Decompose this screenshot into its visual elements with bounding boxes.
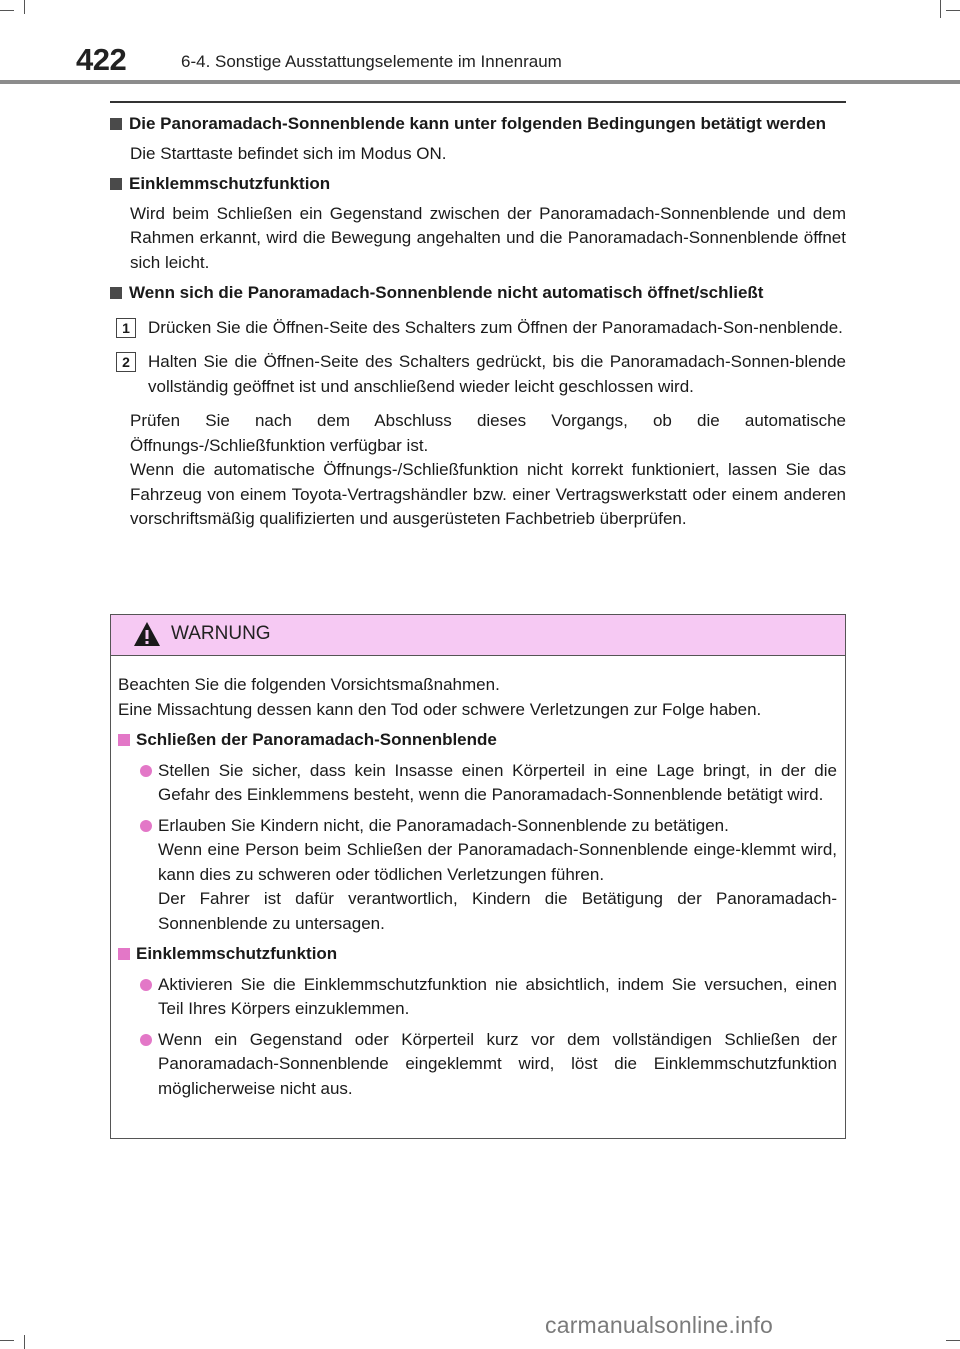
- warning-intro: Beachten Sie die folgenden Vorsichtsmaßnahmen.: [118, 675, 500, 694]
- step-number-badge: 1: [116, 318, 136, 338]
- section-text: Prüfen Sie nach dem Abschluss dieses Vorgangs, ob die automatische Öffnungs-/Schließfunktion verfügbar ist.: [130, 411, 846, 455]
- section-text: Wird beim Schließen ein Gegenstand zwischen der Panoramadach-Sonnenblende und dem Rahmen erkannt, wird die Bewegung angehalten und die Panoramadach-Sonnenblende öffnet sich leicht.: [130, 203, 846, 272]
- warning-subheading: Einklemmschutzfunktion: [118, 942, 837, 967]
- warning-bullet: Stellen Sie sicher, dass kein Insasse einen Körperteil in eine Lage bringt, in der die Gefahr des Einklemmens besteht, wenn die Panoramadach-Sonnenblende betätigt wird.: [118, 759, 837, 808]
- watermark: carmanualsonline.info: [545, 1312, 773, 1338]
- square-bullet-icon: [110, 118, 122, 130]
- crop-mark: [24, 1335, 25, 1349]
- warning-bullet: Erlauben Sie Kindern nicht, die Panoramadach-Sonnenblende zu betätigen. Wenn eine Person beim Schließen der Panoramadach-Sonnenblende einge-klemmt wird, kann dies zu schweren oder tödlichen Verletzungen führen. Der Fahrer ist dafür verantwortlich, Kindern die Betätigung der Panoramadach-Sonnenblende zu untersagen.: [118, 814, 837, 937]
- warning-header: [111, 615, 845, 656]
- main-content: [110, 112, 846, 532]
- warning-bullet: Wenn ein Gegenstand oder Körperteil kurz vor dem vollständigen Schließen der Panoramadach-Sonnenblende eingeklemmt wird, löst die Einklemmschutzfunktion möglicherweise nicht aus.: [118, 1028, 837, 1102]
- round-bullet-icon: [140, 820, 152, 832]
- section-text: Die Starttaste befindet sich im Modus ON.: [130, 143, 447, 163]
- square-bullet-icon: [110, 287, 122, 299]
- square-bullet-icon: [118, 948, 130, 960]
- square-bullet-icon: [110, 178, 122, 190]
- warning-intro: Eine Missachtung dessen kann den Tod oder schwere Verletzungen zur Folge haben.: [118, 699, 762, 719]
- header-rule: [0, 80, 960, 84]
- warning-body: [111, 656, 845, 1101]
- warning-triangle-icon: [133, 620, 161, 653]
- warning-subheading: Schließen der Panoramadach-Sonnenblende: [118, 728, 837, 753]
- section-heading: Einklemmschutzfunktion: [110, 172, 846, 197]
- warning-bullet: Aktivieren Sie die Einklemmschutzfunktion nie absichtlich, indem Sie versuchen, einen Teil Ihres Körpers einzuklemmen.: [118, 973, 837, 1022]
- step-item: 1 Drücken Sie die Öffnen-Seite des Schalters zum Öffnen der Panoramadach-Son-nenblende.: [110, 316, 846, 341]
- round-bullet-icon: [140, 1034, 152, 1046]
- round-bullet-icon: [140, 765, 152, 777]
- crop-mark: [946, 1340, 960, 1341]
- section-heading: Die Panoramadach-Sonnenblende kann unter folgenden Bedingungen betätigt werden: [110, 112, 846, 137]
- page-number: 422: [76, 42, 127, 77]
- crop-mark: [0, 1340, 14, 1341]
- section-heading: Wenn sich die Panoramadach-Sonnenblende nicht automatisch öffnet/schließt: [110, 281, 846, 306]
- step-number-badge: 2: [116, 352, 136, 372]
- warning-box: [110, 614, 846, 1139]
- section-rule: [110, 101, 846, 103]
- section-text: Wenn die automatische Öffnungs-/Schließfunktion nicht korrekt funktioniert, lassen Sie das Fahrzeug von einem Toyota-Vertragshändler bzw. einer Vertragswerkstatt oder einem anderen vorschriftsmäßig qualifizierten und ausgerüsteten Fachbetrieb überprüfen.: [130, 460, 846, 528]
- warning-title: WARNUNG: [171, 623, 271, 644]
- square-bullet-icon: [118, 734, 130, 746]
- round-bullet-icon: [140, 979, 152, 991]
- chapter-title: 6-4. Sonstige Ausstattungselemente im Innenraum: [181, 52, 562, 71]
- step-item: 2 Halten Sie die Öffnen-Seite des Schalters gedrückt, bis die Panoramadach-Sonnen-blende vollständig geöffnet ist und anschließend wieder leicht geschlossen wird.: [110, 350, 846, 399]
- page-header: [0, 0, 960, 88]
